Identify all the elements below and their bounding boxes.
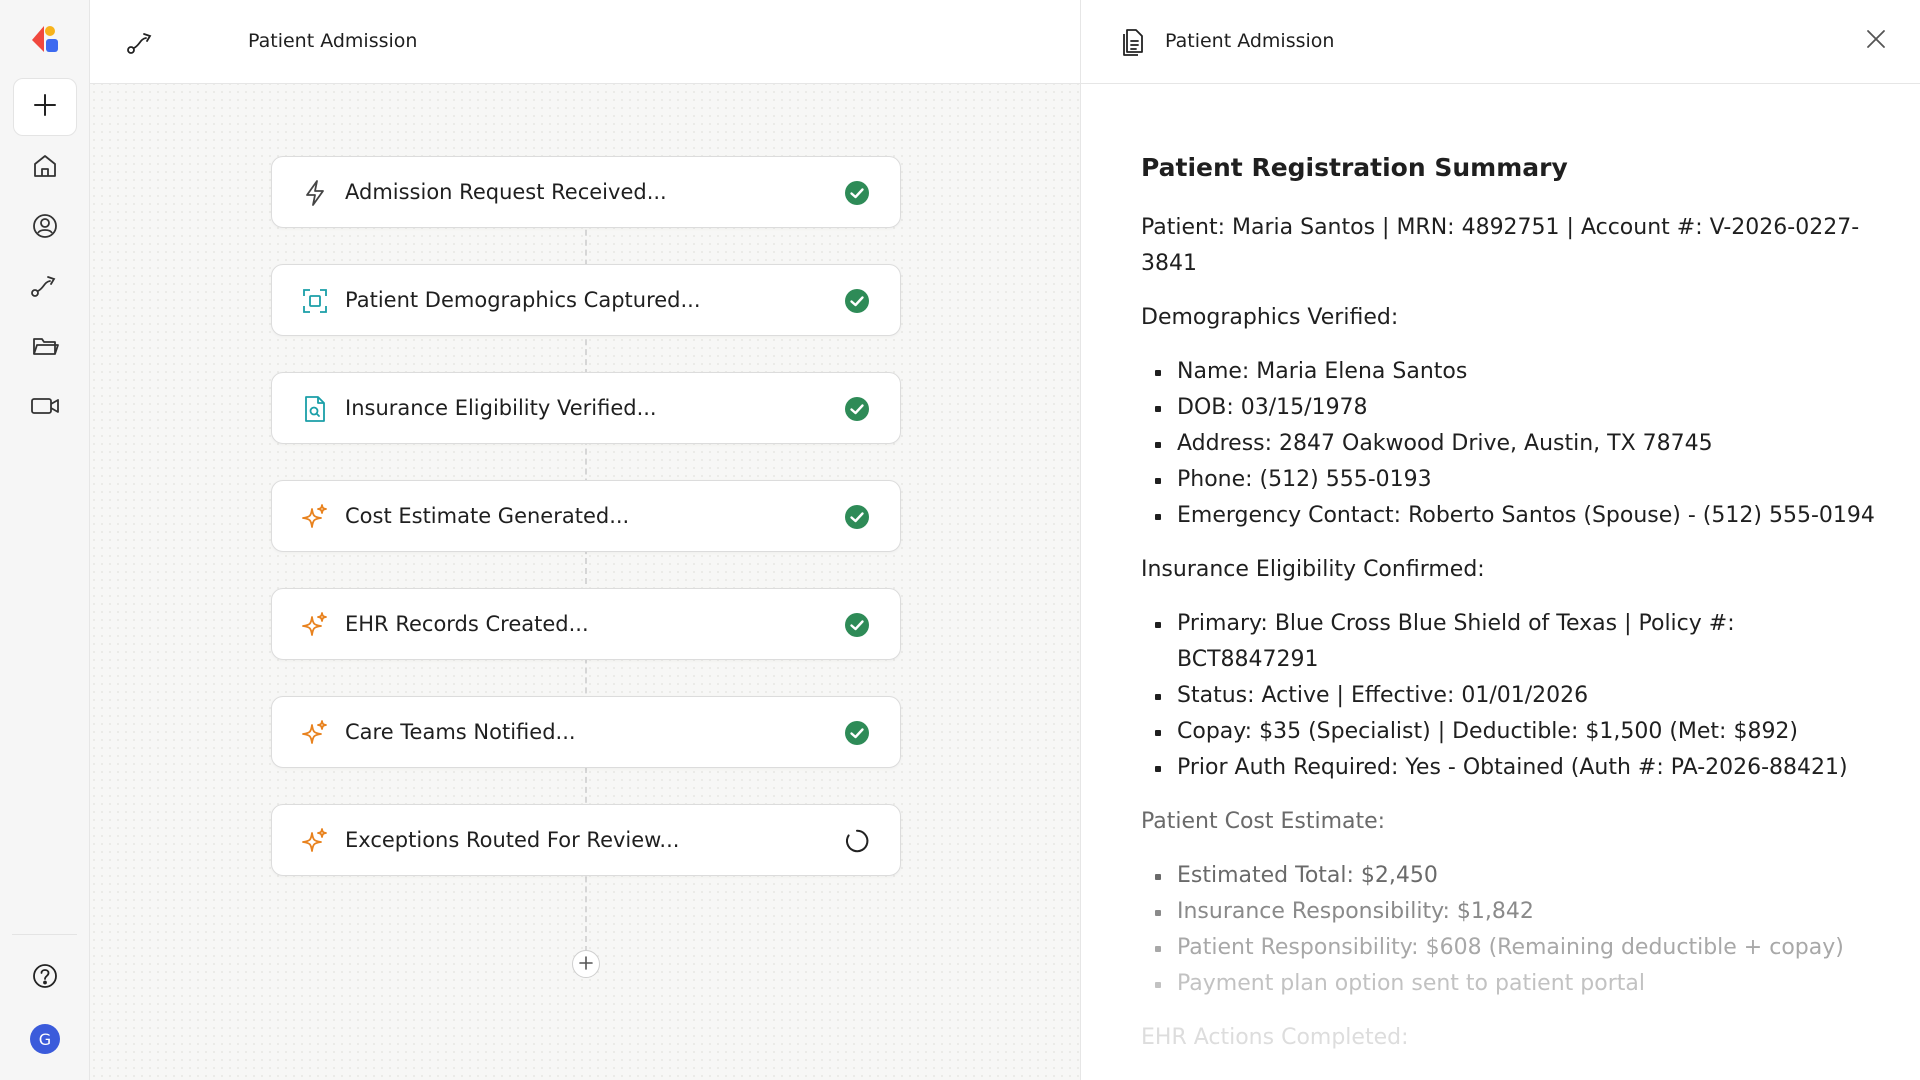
loading-spinner-icon [844,828,870,854]
cost-heading: Patient Cost Estimate: [1141,809,1386,834]
list-item: Address: 2847 Oakwood Drive, Austin, TX 78745 [1177,426,1881,462]
list-item: Emergency Contact: Roberto Santos (Spouse) - (512) 555-0194 [1177,498,1881,534]
list-item: Patient Responsibility: $608 (Remaining deductible + copay) [1177,930,1881,966]
step-label: Care Teams Notified... [345,720,576,744]
list-item: Estimated Total: $2,450 [1177,858,1881,894]
workflow-canvas [90,0,1080,1080]
list-item: Phone: (512) 555-0193 [1177,462,1881,498]
workflow-step[interactable] [271,588,901,660]
help-button[interactable] [27,960,63,996]
user-circle-icon [31,212,59,244]
list-item: Primary: Blue Cross Blue Shield of Texas | Policy #: BCT8847291 [1177,606,1881,678]
avatar[interactable] [30,1024,60,1054]
nav-profile[interactable] [27,210,63,246]
nav-workflows[interactable] [27,270,63,306]
check-circle-icon [844,396,870,422]
demographics-list [1141,354,1881,534]
home-icon [31,152,59,184]
check-circle-icon [844,612,870,638]
step-label: EHR Records Created... [345,612,589,636]
list-item: Status: Active | Effective: 01/01/2026 [1177,678,1881,714]
insurance-list [1141,606,1881,786]
left-rail [0,0,90,1080]
sparkle-icon [300,610,330,640]
add-step-button[interactable] [572,950,600,978]
list-item: Name: Maria Elena Santos [1177,354,1881,390]
ehr-heading: EHR Actions Completed: [1141,1025,1409,1050]
close-icon [1865,28,1887,54]
document-icon [1119,27,1147,57]
plus-icon [579,955,593,974]
document-search-icon [300,394,330,424]
plus-icon [32,92,58,122]
check-circle-icon [844,288,870,314]
help-icon [31,962,59,994]
list-item: Copay: $35 (Specialist) | Deductible: $1,500 (Met: $892) [1177,714,1881,750]
step-label: Cost Estimate Generated... [345,504,630,528]
summary-content [1141,148,1881,1074]
list-item: Prior Auth Required: Yes - Obtained (Auth #: PA-2026-88421) [1177,750,1881,786]
panel-title: Patient Admission [1165,30,1335,52]
scan-icon [300,286,330,316]
workflow-step[interactable] [271,804,901,876]
step-label: Patient Demographics Captured... [345,288,701,312]
summary-heading: Patient Registration Summary [1141,153,1568,182]
workflow-step[interactable] [271,480,901,552]
details-panel [1080,0,1920,1080]
list-item: Payment plan option sent to patient portal [1177,966,1881,1002]
check-circle-icon [844,720,870,746]
nav-home[interactable] [27,150,63,186]
workflow-step[interactable] [271,372,901,444]
sparkle-icon [300,826,330,856]
workflow-step[interactable] [271,156,901,228]
workflow-step[interactable] [271,264,901,336]
rail-divider [12,934,77,935]
check-circle-icon [844,504,870,530]
list-item: DOB: 03/15/1978 [1177,390,1881,426]
sparkle-icon [300,718,330,748]
close-button[interactable] [1861,26,1891,56]
step-label: Admission Request Received... [345,180,667,204]
list-item: Insurance Responsibility: $1,842 [1177,894,1881,930]
app-logo[interactable] [30,24,60,54]
check-circle-icon [844,180,870,206]
sparkle-icon [300,502,330,532]
insurance-heading: Insurance Eligibility Confirmed: [1141,557,1485,582]
patient-line: Patient: Maria Santos | MRN: 4892751 | Account #: V-2026-0227-3841 [1141,215,1860,276]
video-icon [30,394,60,422]
cost-list [1141,858,1881,1002]
lightning-icon [300,178,330,208]
folder-icon [31,333,59,363]
step-label: Insurance Eligibility Verified... [345,396,657,420]
workflow-icon [124,26,158,60]
nav-video[interactable] [27,390,63,426]
step-label: Exceptions Routed For Review... [345,828,680,852]
workflow-step[interactable] [271,696,901,768]
nav-folders[interactable] [27,330,63,366]
canvas-header [90,0,1080,84]
avatar-initial: G [38,1029,52,1049]
panel-header [1081,0,1920,84]
demographics-heading: Demographics Verified: [1141,305,1399,330]
workflow-title: Patient Admission [248,30,418,52]
workflow-icon [30,272,60,304]
new-button[interactable] [13,78,77,136]
